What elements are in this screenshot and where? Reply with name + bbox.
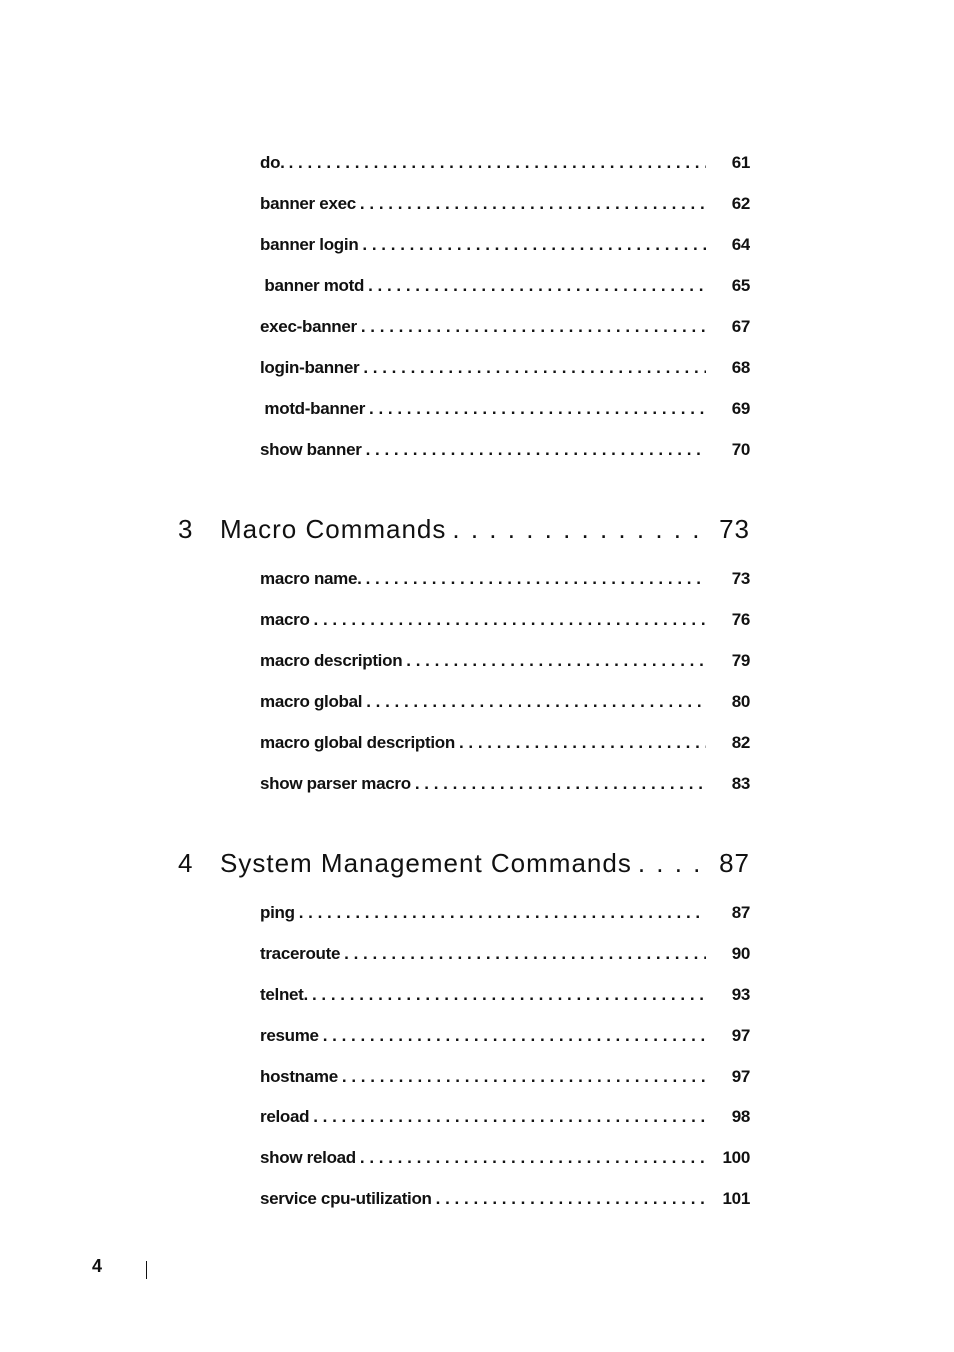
toc-entry-label: exec-banner — [260, 317, 357, 336]
toc-entry-label: macro name. — [260, 569, 362, 588]
dot-leader — [312, 985, 706, 1005]
dot-leader — [313, 1107, 706, 1127]
toc-entry-service-cpu-utilization[interactable] — [260, 1189, 750, 1217]
chapter-page: 73 — [719, 514, 750, 544]
toc-entry-page: 97 — [731, 1067, 750, 1086]
dot-leader — [360, 194, 706, 214]
chapter-title: Macro Commands — [220, 514, 447, 544]
dot-leader — [362, 235, 706, 255]
toc-entry-banner-login[interactable] — [260, 235, 750, 263]
toc-entry-show-parser-macro[interactable] — [260, 774, 750, 802]
dot-leader — [314, 610, 706, 630]
toc-entry-login-banner[interactable] — [260, 358, 750, 386]
toc-entry-page: 62 — [731, 194, 750, 213]
dot-leader — [366, 569, 706, 589]
toc-entry-label: show banner — [260, 440, 362, 459]
dot-leader — [366, 440, 706, 460]
toc-entry-show-reload[interactable] — [260, 1148, 750, 1176]
toc-entry-reload[interactable] — [260, 1107, 750, 1135]
toc-entry-show-banner[interactable] — [260, 440, 750, 468]
toc-entry-page: 69 — [731, 399, 750, 418]
chapter-page: 87 — [719, 848, 750, 878]
dot-leader — [369, 399, 706, 419]
toc-entry-label: show reload — [260, 1148, 356, 1167]
toc-entry-page: 87 — [731, 903, 750, 922]
toc-entry-label: hostname — [260, 1067, 338, 1086]
dot-leader — [323, 1026, 706, 1046]
toc-entry-hostname[interactable] — [260, 1067, 750, 1095]
dot-leader — [344, 944, 706, 964]
toc-entry-page: 76 — [731, 610, 750, 629]
toc-entry-page: 90 — [731, 944, 750, 963]
toc-entry-label: service cpu-utilization — [260, 1189, 432, 1208]
toc-entry-page: 82 — [731, 733, 750, 752]
toc-entry-page: 64 — [731, 235, 750, 254]
toc-entry-page: 70 — [731, 440, 750, 459]
toc-entry-page: 100 — [722, 1148, 750, 1167]
dot-leader — [459, 733, 706, 753]
toc-entry-label: ping — [260, 903, 295, 922]
toc-entry-label: banner login — [260, 235, 359, 254]
toc-entry-macro-global-description[interactable] — [260, 733, 750, 761]
toc-entry-label: traceroute — [260, 944, 341, 963]
toc-entry-label: telnet. — [260, 985, 308, 1004]
toc-entry-page: 67 — [731, 317, 750, 336]
toc-entry-page: 101 — [722, 1189, 750, 1208]
toc-entry-do[interactable] — [260, 153, 750, 181]
toc-entry-telnet[interactable] — [260, 985, 750, 1013]
toc-entry-ping[interactable] — [260, 903, 750, 931]
toc-entry-banner-motd[interactable] — [260, 276, 750, 304]
footer-divider — [146, 1261, 147, 1279]
toc-entry-macro-description[interactable] — [260, 651, 750, 679]
toc-entry-label: resume — [260, 1026, 319, 1045]
chapter-number: 3 — [178, 514, 194, 544]
toc-entry-page: 98 — [731, 1107, 750, 1126]
toc-entry-exec-banner[interactable] — [260, 317, 750, 345]
toc-entry-page: 61 — [731, 153, 750, 172]
dot-leader — [363, 358, 706, 378]
chapter-3-heading[interactable] — [178, 514, 750, 548]
toc-entry-macro[interactable] — [260, 610, 750, 638]
dot-leader — [368, 276, 706, 296]
toc-entry-label: show parser macro — [260, 774, 411, 793]
toc-entry-page: 73 — [731, 569, 750, 588]
dot-leader — [406, 651, 706, 671]
dot-leader — [436, 1189, 706, 1209]
toc-entry-label: macro global — [260, 692, 363, 711]
dot-leader — [638, 848, 704, 879]
dot-leader — [366, 692, 706, 712]
toc-entry-page: 80 — [731, 692, 750, 711]
toc-entry-banner-exec[interactable] — [260, 194, 750, 222]
toc-entry-label: login-banner — [260, 358, 360, 377]
dot-leader — [299, 903, 706, 923]
chapter-title: System Management Commands — [220, 848, 632, 878]
dot-leader — [452, 514, 704, 545]
toc-entry-label: macro global description — [260, 733, 455, 752]
dot-leader — [342, 1067, 706, 1087]
toc-entry-motd-banner[interactable] — [260, 399, 750, 427]
toc-entry-label: do. — [260, 153, 285, 172]
toc-entry-page: 68 — [731, 358, 750, 377]
toc-entry-label: macro — [260, 610, 310, 629]
dot-leader — [361, 317, 706, 337]
dot-leader — [289, 153, 706, 173]
toc-entry-page: 93 — [731, 985, 750, 1004]
toc-entry-label: banner exec — [260, 194, 356, 213]
toc-entry-traceroute[interactable] — [260, 944, 750, 972]
chapter-4-heading[interactable] — [178, 848, 750, 882]
toc-entry-resume[interactable] — [260, 1026, 750, 1054]
footer-page-number: 4 — [92, 1256, 103, 1276]
toc-entry-macro-global[interactable] — [260, 692, 750, 720]
toc-entry-page: 79 — [731, 651, 750, 670]
toc-entry-macro-name[interactable] — [260, 569, 750, 597]
toc-entry-page: 83 — [731, 774, 750, 793]
toc-entry-label: macro description — [260, 651, 403, 670]
dot-leader — [360, 1148, 706, 1168]
toc-entry-label: reload — [260, 1107, 310, 1126]
toc-entry-label: banner motd — [260, 276, 365, 295]
chapter-number: 4 — [178, 848, 194, 878]
toc-entry-page: 65 — [731, 276, 750, 295]
toc-entry-label: motd-banner — [260, 399, 366, 418]
dot-leader — [415, 774, 706, 794]
toc-entry-page: 97 — [731, 1026, 750, 1045]
